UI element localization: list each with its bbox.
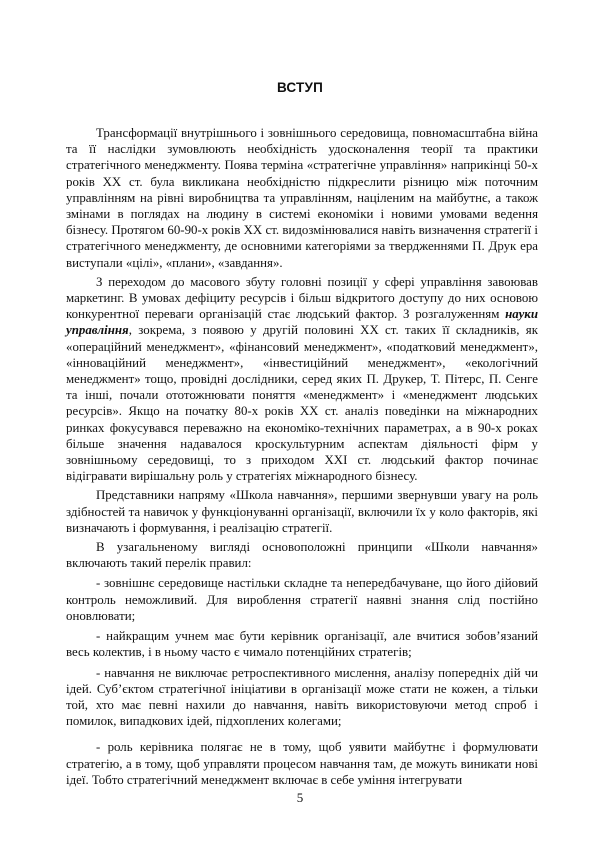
emphasis-management-science: науки управління bbox=[66, 307, 538, 338]
paragraph-marketing bbox=[66, 274, 538, 485]
paragraph-intro: Трансформації внутрішнього і зовнішнього середовища, повномасштабна війна та її наслідки зумовлюють необхідність удосконалення теорії та практики стратегічного менеджменту. Поява терміна «стратегічне управління» наприкінці 50-х років XX ст. була викликана необхідністю підкреслити різницю між поточним управлінням на рівні виробництва та управлінням, націленим на майбутнє, а також змінами в поглядах на людину в системі економіки і новими умовами ведення бізнесу. Протягом 60-90-х років XX ст. видозмінювалися навіть визначення стратегії і стратегічного менеджменту, де основними категоріями за твердженнями П. Друк ера виступали «цілі», «плани», «завдання». bbox=[66, 126, 538, 270]
list-item: - зовнішнє середовище настільки складне та непередбачуване, що його дійовий контроль неможливий. Для вироблення стратегії наявні знання слід постійно оновлювати; bbox=[66, 576, 538, 623]
paragraph-marketing-end: , зокрема, з появою у другій половині XX ст. таких її складників, як «операційний менеджмент», «фінансовий менеджмент», «податковий менеджмент», «інноваційний менеджмент», «інвестиційний менеджмент», «екологічний менеджмент» тощо, провідні дослідники, серед яких П. Друкер, Т. Пітерс, П. Сенге та інші, почали ототожнювати поняття «менеджмент» і «менеджмент людських ресурсів». Якщо на початку 80-х років XX ст. аналіз поведінки на міжнародних ринках фокусувався переважно на економіко-технічних параметрах, а в 90-х роках більше значення надавалося кроскультурним аспектам діяльності фірм у зовнішньому середовищі, то з приходом XXI ст. людський фактор починає відігравати вирішальну роль у стратегіях міжнародного бізнесу. bbox=[66, 323, 538, 484]
list-item: - навчання не виключає ретроспективного мислення, аналізу попередніх дій чи ідей. Суб’єктом стратегічної ініціативи в організації може стати не кожен, а тільки той, хто має певні нахили до навчання, навіть використовуючи метод спроб і помилок, випадкових ідей, підхоплених колегами; bbox=[66, 665, 538, 729]
paragraph-marketing-start: З переходом до масового збуту головні позиції у сфері управління завоював маркетинг. В умовах дефіциту ресурсів і більш відкритого доступу до них основою конкурентної переваги організацій стає людський фактор. З розгалуженням bbox=[66, 274, 538, 322]
list-item: - найкращим учнем має бути керівник організації, але вчитися зобов’язаний весь колектив, і в ньому часто є чимало потенційних стратегів; bbox=[66, 629, 538, 660]
page-number: 5 bbox=[296, 790, 304, 805]
paragraph-learning-school: Представники напряму «Школа навчання», першими звернувши увагу на роль здібностей та навичок у функціонуванні організації, включили їх у коло факторів, які визначають і формування, і реалізацію стратегії. bbox=[66, 488, 538, 535]
list-item: - роль керівника полягає не в тому, щоб уявити майбутнє і формулювати стратегію, а в тому, щоб управляти процесом навчання там, де можуть виникати нові ідеї. Тобто стратегічний менеджмент включає в себе уміння інтегрувати bbox=[66, 740, 538, 787]
page-title: ВСТУП bbox=[277, 80, 323, 95]
paragraph-principles-intro: В узагальненому вигляді основоположні принципи «Школи навчання» включають такий перелік правил: bbox=[66, 540, 538, 571]
body-text bbox=[66, 125, 538, 788]
